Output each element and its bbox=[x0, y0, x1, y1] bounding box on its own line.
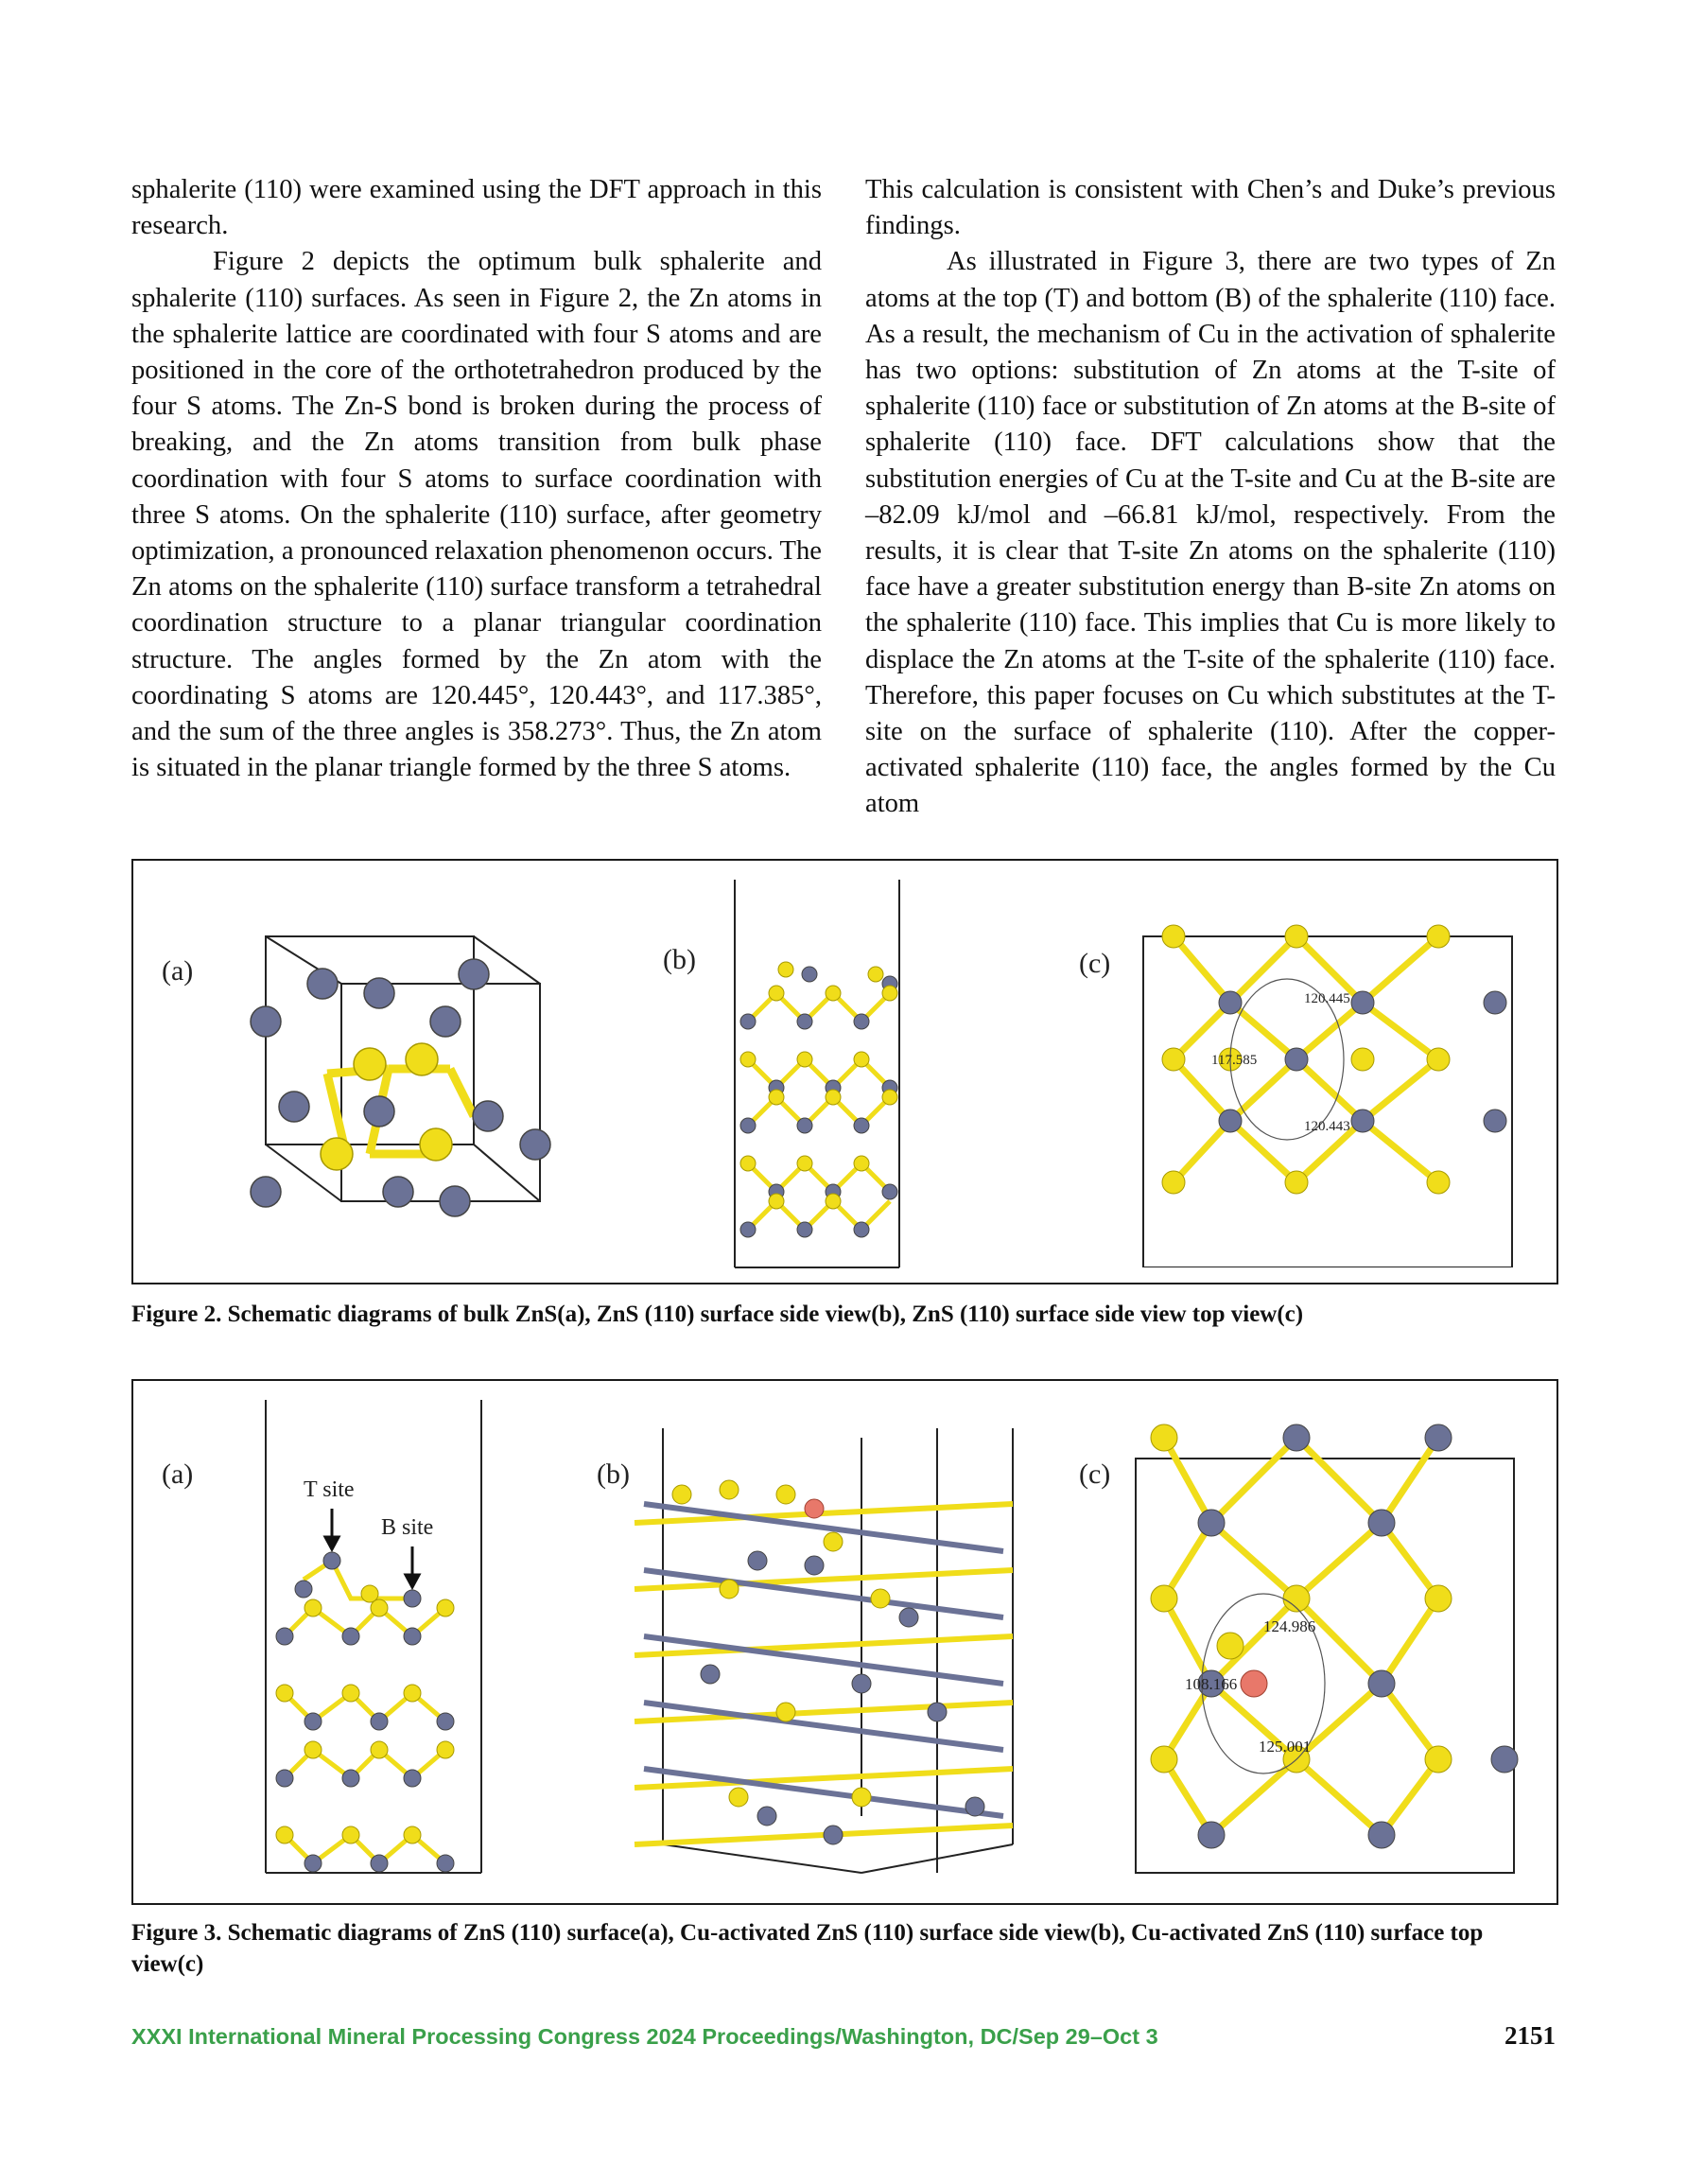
right-column bbox=[865, 172, 1556, 823]
figure-3 bbox=[131, 1379, 1558, 1905]
right-paragraph-2: As illustrated in Figure 3, there are two types of Zn atoms at the top (T) and bottom (B) of the sphalerite (110) face. As a result, the mechanism of Cu in the activation of sphalerite has two options: substitution of Zn atoms at the T-site of sphalerite (110) face or substitution of Zn atoms at the B-site of sphalerite (110) face. DFT calculations show that the substitution energies of Cu at the T-site and Cu at the B-site are –82.09 kJ/mol and –66.81 kJ/mol, respectively. From the results, it is clear that T-site Zn atoms on the sphalerite (110) face have a greater substitution energy than B-site Zn atoms on the sphalerite (110) face. This implies that Cu is more likely to displace the Zn atoms at the T-site of the sphalerite (110) face. Therefore, this paper focuses on Cu which substitutes at the T-site on the surface of sphalerite (110). After the copper-activated sphalerite (110) face, the angles formed by the Cu atom bbox=[865, 247, 1556, 819]
figure-2-panel-a bbox=[162, 917, 568, 1258]
figure-2-panel-b bbox=[663, 880, 965, 1277]
figure-2-panel-c bbox=[1079, 899, 1523, 1267]
angle-label-cu-3: 125.001 bbox=[1259, 1738, 1312, 1756]
angle-label-cu-1: 124.986 bbox=[1263, 1617, 1316, 1635]
figure-2-label-a: (a) bbox=[162, 955, 194, 987]
page-number: 2151 bbox=[1504, 2021, 1556, 2050]
zns-110-top-view bbox=[1079, 899, 1523, 1267]
angle-label-cu-2: 108.166 bbox=[1185, 1675, 1238, 1693]
zns-110-surface bbox=[162, 1400, 502, 1892]
figure-3-label-c: (c) bbox=[1079, 1459, 1111, 1490]
figure-3-label-a: (a) bbox=[162, 1459, 194, 1490]
figure-2 bbox=[131, 859, 1558, 1284]
figure-2-label-c: (c) bbox=[1079, 948, 1111, 979]
figure-2-caption: Figure 2. Schematic diagrams of bulk ZnS(a), ZnS (110) surface side view(b), ZnS (110) surface side view top view(c) bbox=[131, 1302, 1304, 1327]
right-paragraph-1: This calculation is consistent with Chen’s and Duke’s previous findings. bbox=[865, 175, 1556, 241]
figure-2-label-b: (b) bbox=[663, 944, 696, 975]
figure-3-panel-c bbox=[1079, 1400, 1533, 1892]
zns-110-side-view bbox=[663, 880, 965, 1277]
angle-label-1: 120.445 bbox=[1304, 991, 1350, 1006]
left-column bbox=[131, 172, 822, 786]
b-site-label: B site bbox=[381, 1515, 434, 1540]
left-paragraph-2: Figure 2 depicts the optimum bulk sphalerite and sphalerite (110) surfaces. As seen in Figure 2, the Zn atoms in the sphalerite lattice are coordinated with four S atoms and are positioned in the core of the orthotetrahedron produced by the four S atoms. The Zn-S bond is broken during the process of breaking, and the Zn atoms transition from bulk phase coordination with four S atoms to surface coordination with three S atoms. On the sphalerite (110) surface, after geometry optimization, a pronounced relaxation phenomenon occurs. The Zn atoms on the sphalerite (110) surface transform a tetrahedral coordination structure to a planar triangular coordination structure. The angles formed by the Zn atom with the coordinating S atoms are 120.445°, 120.443°, and 117.385°, and the sum of the three angles is 358.273°. Thus, the Zn atom is situated in the planar triangle formed by the three S atoms. bbox=[131, 247, 822, 783]
figure-3-panel-b bbox=[597, 1400, 1070, 1892]
bulk-zns-structure bbox=[162, 917, 568, 1258]
figure-3-panel-a bbox=[162, 1400, 502, 1892]
angle-label-2: 117.585 bbox=[1211, 1053, 1258, 1068]
cu-activated-side-view bbox=[597, 1400, 1070, 1892]
t-site-label: T site bbox=[304, 1477, 355, 1502]
angle-label-3: 120.443 bbox=[1304, 1119, 1350, 1134]
cu-activated-top-view bbox=[1079, 1400, 1533, 1892]
figure-3-caption: Figure 3. Schematic diagrams of ZnS (110) surface(a), Cu-activated ZnS (110) surface side view(b), Cu-activated ZnS (110) surface top view(c) bbox=[131, 1920, 1484, 1977]
figure-3-label-b: (b) bbox=[597, 1459, 630, 1490]
proceedings-footer: XXXI International Mineral Processing Congress 2024 Proceedings/Washington, DC/Sep 29–Oct 3 bbox=[131, 2024, 1158, 2049]
left-paragraph-1: sphalerite (110) were examined using the DFT approach in this research. bbox=[131, 175, 822, 241]
